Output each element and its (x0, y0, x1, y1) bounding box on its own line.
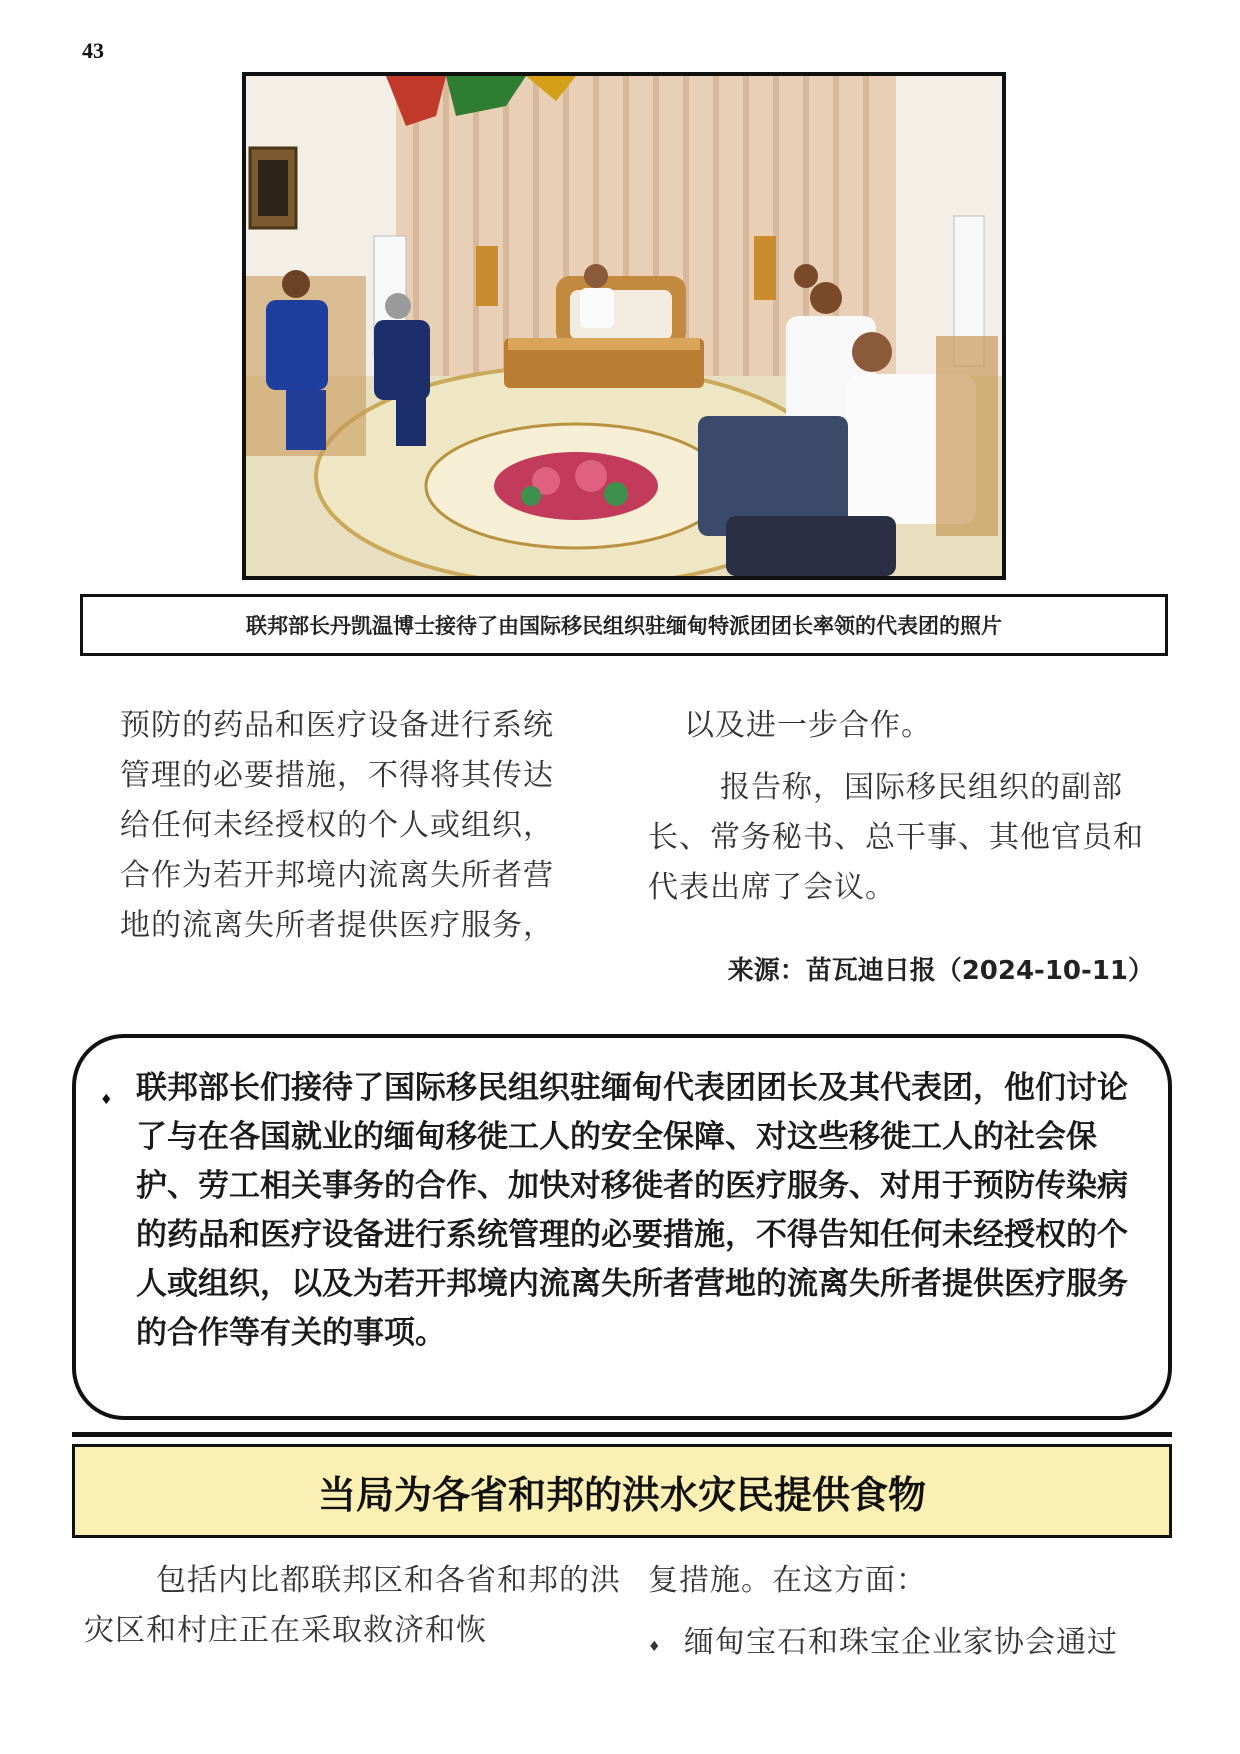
article-line: 地的流离失所者提供医疗服务， (120, 908, 554, 943)
section-heading: 当局为各省和邦的洪水灾民提供食物 (317, 1472, 926, 1517)
article-line: 合作为若开邦境内流离失所者营 (120, 858, 554, 893)
article-source: 来源：苗瓦迪日报（2024-10-11） (727, 956, 1154, 986)
section-bullet-item (648, 1618, 1168, 1672)
section-heading-box (72, 1444, 1172, 1538)
article-column-right (648, 701, 1168, 913)
article-paragraph: 以及进一步合作。 (684, 708, 932, 743)
section-divider (72, 1432, 1172, 1437)
section-column-right (648, 1556, 1168, 1672)
article-line: 预防的药品和医疗设备进行系统 (120, 708, 554, 743)
meeting-photo (242, 72, 1006, 580)
photo-caption-box (80, 594, 1168, 656)
summary-box (72, 1034, 1172, 1420)
summary-text: 联邦部长们接待了国际移民组织驻缅甸代表团团长及其代表团，他们讨论了与在各国就业的缅甸移徙工人的安全保障、对这些移徙工人的社会保护、劳工相关事务的合作、加快对移徙者的医疗服务、对用于预防传染病的药品和医疗设备进行系统管理的必要措施，不得告知任何未经授权的个人或组织，以及为若开邦境内流离失所者营地的流离失所者提供医疗服务的合作等有关的事项。 (136, 1070, 1128, 1351)
section-paragraph: 复措施。在这方面： (648, 1563, 927, 1598)
section-bullet-text: 缅甸宝石和珠宝企业家协会通过 (684, 1625, 1118, 1660)
article-line: 管理的必要措施，不得将其传达 (120, 758, 554, 793)
section-paragraph: 包括内比都联邦区和各省和邦的洪灾区和村庄正在采取救济和恢 (84, 1563, 621, 1648)
page-number: 43 (82, 38, 104, 63)
meeting-photo-illustration (246, 76, 1002, 576)
section-column-left (84, 1556, 624, 1656)
article-paragraph: 报告称，国际移民组织的副部长、常务秘书、总干事、其他官员和代表出席了会议。 (648, 770, 1144, 905)
bullet-icon: ♦ (648, 1639, 662, 1655)
photo-caption: 联邦部长丹凯温博士接待了由国际移民组织驻缅甸特派团团长率领的代表团的照片 (246, 614, 1002, 638)
article-column-left (120, 701, 630, 951)
article-line: 给任何未经授权的个人或组织， (120, 808, 554, 843)
summary-bullet-icon: ♦ (100, 1092, 113, 1108)
